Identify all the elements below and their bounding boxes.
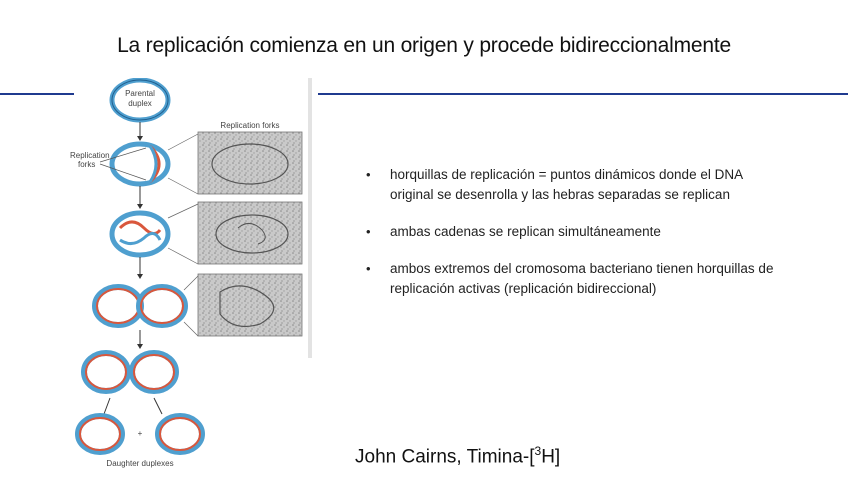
- fork-stage: [70, 144, 168, 184]
- micrograph-panels: [168, 121, 302, 336]
- micrograph-forks-label: Replication forks: [220, 121, 280, 130]
- arrow-head-icon: [137, 344, 143, 349]
- title-rule-right: [318, 93, 848, 95]
- parental-duplex: [112, 80, 168, 120]
- replication-figure: [70, 78, 330, 473]
- forks-label-1: Replication: [70, 151, 110, 160]
- arrow-head-icon: [137, 136, 143, 141]
- daughter-label: Daughter duplexes: [106, 459, 174, 468]
- bullet-item: • horquillas de replicación = puntos dinámicos donde el DNA original se desenrolla y las hebras separadas se replican: [366, 165, 786, 205]
- separating-stage: [84, 353, 176, 391]
- parental-label-1: Parental: [125, 89, 155, 98]
- daughter-duplexes: [78, 416, 202, 468]
- arrow-head-icon: [137, 204, 143, 209]
- bullet-item: • ambas cadenas se replican simultáneamente: [366, 222, 786, 242]
- bullet-item: • ambos extremos del cromosoma bacteriano tienen horquillas de replicación activas (replicación bidireccional): [366, 259, 786, 299]
- caption: [355, 444, 560, 468]
- caption-text: John Cairns, Timina-[: [355, 446, 535, 468]
- title-rule-left: [0, 93, 74, 95]
- bullet-list: [366, 165, 786, 316]
- slide-title: La replicación comienza en un origen y procede bidireccionalmente: [117, 34, 731, 57]
- micrograph-1: [198, 132, 302, 194]
- plus-sign: +: [137, 429, 143, 438]
- micrograph-2: [198, 202, 302, 264]
- arrow-head-icon: [137, 274, 143, 279]
- mid-replication-stage: [112, 213, 168, 255]
- caption-text-end: H]: [541, 446, 561, 468]
- forks-label-2: forks: [78, 160, 96, 169]
- caption-superscript: 3: [534, 444, 542, 458]
- theta-stage: [95, 287, 185, 325]
- parental-label-2: duplex: [128, 99, 152, 108]
- replication-diagram: [70, 78, 330, 473]
